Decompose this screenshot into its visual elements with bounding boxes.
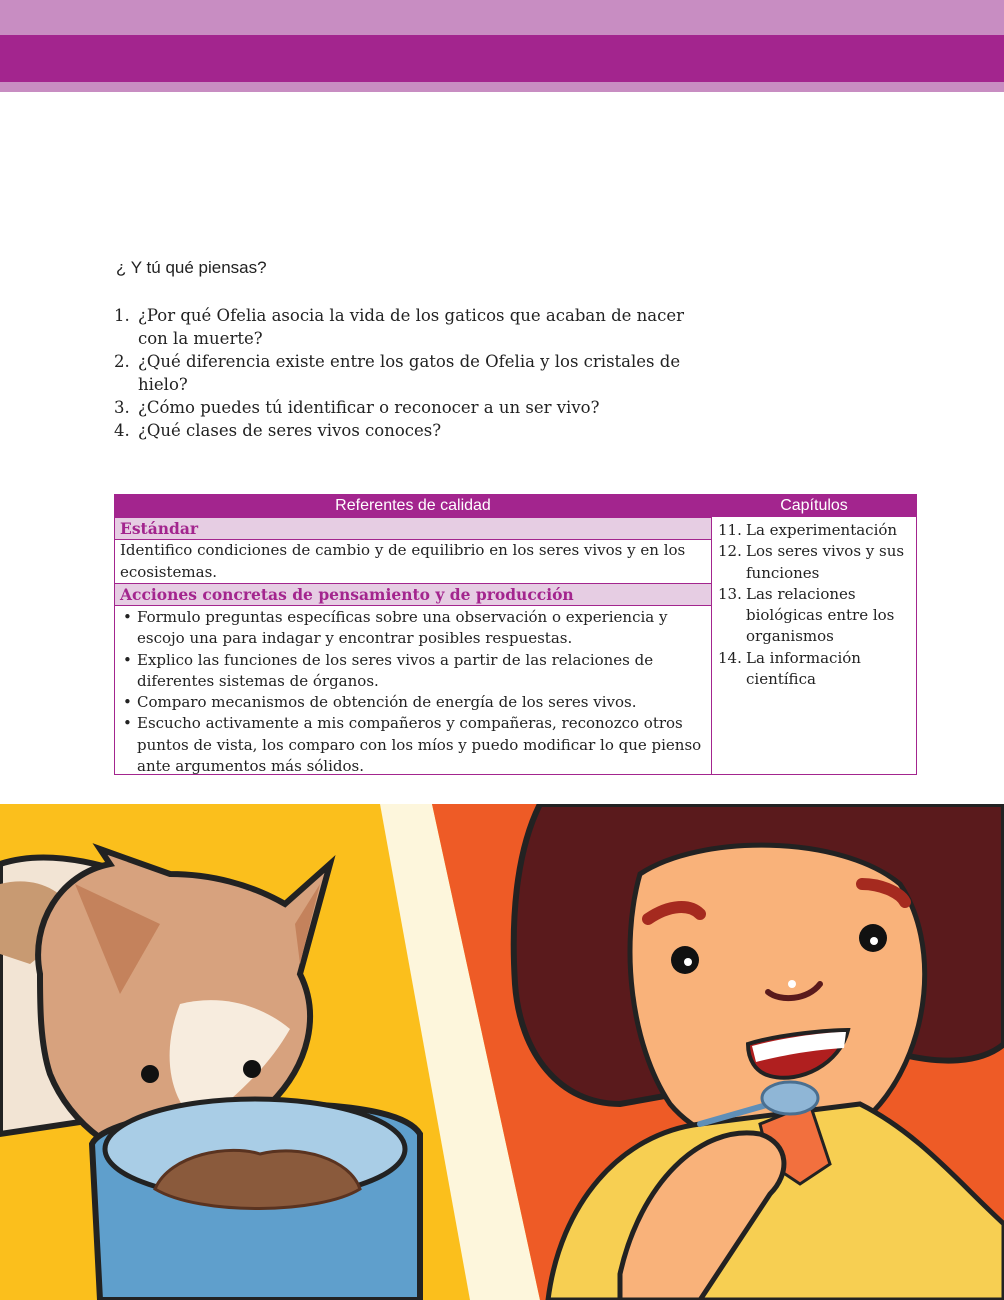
quality-references-table — [114, 494, 917, 775]
actions-label: Acciones concretas de pensamiento y de producción — [115, 583, 711, 606]
questions-list — [114, 304, 714, 442]
questions-title: ¿ Y tú qué piensas? — [116, 258, 267, 277]
action-item: • Formulo preguntas específicas sobre una observación o experiencia y escojo una para indagar y encontrar posibles respuestas. — [120, 607, 706, 650]
action-item: • Comparo mecanismos de obtención de energía de los seres vivos. — [120, 692, 706, 713]
chapters-column — [712, 495, 916, 774]
question-item: 2. ¿Qué diferencia existe entre los gatos de Ofelia y los cristales de hielo? — [114, 352, 681, 394]
girl-nose — [788, 980, 796, 988]
question-item: 1. ¿Por qué Ofelia asocia la vida de los gaticos que acaban de nacer con la muerte? — [114, 306, 685, 348]
action-item: • Escucho activamente a mis compañeros y compañeras, reconozco otros puntos de vista, los comparo con los míos y puedo modificar lo que pienso ante argumentos más sólidos. — [120, 713, 706, 777]
actions-list — [115, 606, 711, 777]
spoon-head — [762, 1082, 818, 1114]
cat-and-girl-illustration — [0, 804, 1004, 1300]
food-bowl — [92, 1099, 420, 1300]
chapter-item: 11. La experimentación — [718, 521, 898, 539]
header-references: Referentes de calidad — [115, 495, 711, 517]
action-item: • Explico las funciones de los seres vivos a partir de las relaciones de diferentes sistemas de órganos. — [120, 650, 706, 693]
question-item: 4. ¿Qué clases de seres vivos conoces? — [114, 421, 442, 440]
cat-food — [155, 1150, 360, 1208]
cat-left-eye — [141, 1065, 159, 1083]
chapter-item: 12. Los seres vivos y sus funciones — [718, 542, 905, 582]
standard-text: Identifico condiciones de cambio y de equilibrio en los seres vivos y en los ecosistemas. — [120, 541, 686, 581]
references-column — [115, 495, 712, 774]
header-chapters: Capítulos — [712, 495, 916, 517]
chapter-item: 14. La información científica — [718, 648, 861, 689]
standard-label: Estándar — [115, 517, 711, 540]
girl-right-eye-shine — [870, 937, 878, 945]
question-item: 3. ¿Cómo puedes tú identificar o reconocer a un ser vivo? — [114, 398, 600, 417]
chapter-item: 13. Las relaciones biológicas entre los organismos — [718, 584, 895, 646]
girl — [514, 804, 1004, 1300]
cat-right-eye — [243, 1060, 261, 1078]
chapters-list — [712, 517, 916, 690]
girl-left-eye-shine — [684, 958, 692, 966]
header-band-dark — [0, 35, 1004, 82]
